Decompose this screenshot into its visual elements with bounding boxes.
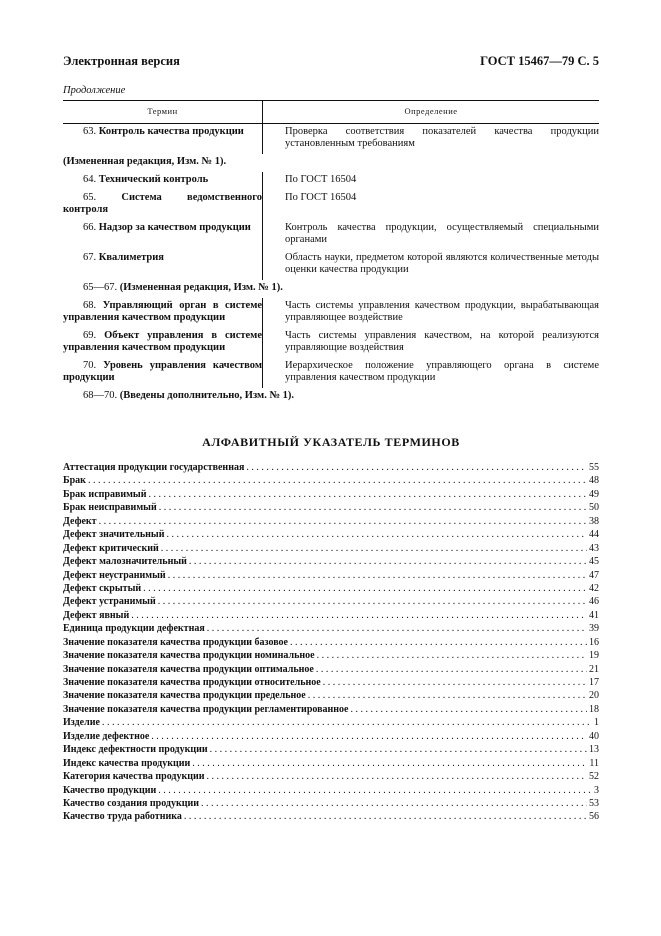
- term-name: Технический контроль: [98, 174, 209, 185]
- index-term: Брак: [63, 475, 86, 487]
- dot-leader: [102, 716, 592, 729]
- table-row: [63, 172, 599, 190]
- column-header-term: Термин: [63, 101, 263, 124]
- term-number: 70.: [83, 360, 97, 371]
- index-term: Единица продукции дефектная: [63, 623, 205, 635]
- amendment-note: [63, 154, 599, 172]
- amendment-note-row: [63, 388, 599, 406]
- term-name: Система ведомственного контроля: [63, 192, 262, 215]
- terms-table-body: [63, 124, 599, 407]
- dot-leader: [189, 555, 587, 568]
- index-term: Значение показателя качества продукции номинальное: [63, 650, 315, 662]
- index-page-number: 18: [589, 703, 599, 715]
- table-row: [63, 250, 599, 280]
- note-text: (Измененная редакция, Изм. № 1).: [63, 156, 227, 167]
- index-page-number: 13: [589, 744, 599, 756]
- index-entry: [63, 784, 599, 797]
- index-term: Дефект значительный: [63, 529, 165, 541]
- term-cell: [63, 328, 263, 358]
- index-term: Брак исправимый: [63, 488, 147, 500]
- index-term: Дефект критический: [63, 542, 159, 554]
- index-page-number: 1: [594, 717, 599, 729]
- index-entry: [63, 797, 599, 810]
- dot-leader: [351, 703, 588, 716]
- definition-cell: По ГОСТ 16504: [263, 172, 600, 190]
- index-entry: [63, 582, 599, 595]
- dot-leader: [184, 810, 587, 823]
- dot-leader: [290, 636, 587, 649]
- index-term: Качество создания продукции: [63, 797, 200, 809]
- term-number: 63.: [83, 126, 97, 137]
- index-entry: [63, 595, 599, 608]
- definition-cell: По ГОСТ 16504: [263, 190, 600, 220]
- header-right: ГОСТ 15467—79 С. 5: [480, 54, 599, 68]
- index-term: Качество продукции: [63, 784, 157, 796]
- index-page-number: 40: [589, 730, 599, 742]
- dot-leader: [161, 542, 587, 555]
- dot-leader: [158, 784, 592, 797]
- note-range: 65—67.: [83, 282, 118, 293]
- table-row: [63, 358, 599, 388]
- term-name: Управляющий орган в системе управления качеством продукции: [63, 300, 263, 323]
- index-term: Значение показателя качества продукции базовое: [63, 636, 288, 648]
- index-term: Значение показателя качества продукции относительное: [63, 677, 321, 688]
- header-left: Электронная версия: [63, 54, 180, 68]
- note-text: (Измененная редакция, Изм. № 1).: [119, 282, 283, 293]
- term-cell: [63, 190, 263, 220]
- index-entry: [63, 501, 599, 514]
- index-entry: [63, 649, 599, 662]
- term-cell: [63, 250, 263, 280]
- index-page-number: 41: [589, 609, 599, 621]
- index-entry: [63, 622, 599, 635]
- dot-leader: [317, 649, 587, 662]
- index-entry: [63, 757, 599, 770]
- index-page-number: 50: [589, 502, 599, 514]
- term-name: Уровень управления качеством продукции: [63, 360, 262, 383]
- table-row: [63, 190, 599, 220]
- dot-leader: [166, 528, 587, 541]
- index-entry: [63, 488, 599, 501]
- index-page-number: 38: [589, 515, 599, 527]
- index-entry: [63, 730, 599, 743]
- term-name: Надзор за качеством продукции: [98, 222, 251, 233]
- index-term: Качество труда работника: [63, 811, 182, 823]
- index-page-number: 44: [589, 529, 599, 541]
- definition-cell: Иерархическое положение управляющего органа в системе управления качеством продукции: [263, 358, 600, 388]
- table-row: [63, 298, 599, 328]
- index-term: Дефект неустранимый: [63, 569, 166, 581]
- definition-cell: Контроль качества продукции, осуществляемый специальными органами: [263, 220, 600, 250]
- index-title: АЛФАВИТНЫЙ УКАЗАТЕЛЬ ТЕРМИНОВ: [202, 435, 460, 449]
- index-entry: [63, 703, 599, 716]
- dot-leader: [99, 515, 587, 528]
- term-cell: [63, 220, 263, 250]
- index-entry: [63, 461, 599, 474]
- dot-leader: [151, 730, 587, 743]
- index-entry: [63, 743, 599, 756]
- dot-leader: [159, 501, 587, 514]
- terms-table: [63, 100, 599, 406]
- term-name: Контроль качества продукции: [98, 126, 244, 137]
- definition-cell: Проверка соответствия показателей качества продукции установленным требованиям: [263, 124, 600, 155]
- index-entry: [63, 810, 599, 823]
- index-page-number: 56: [589, 811, 599, 823]
- index-page-number: 47: [589, 569, 599, 581]
- index-entry: [63, 636, 599, 649]
- index-term: Дефект малозначительный: [63, 556, 187, 568]
- index-term: Индекс качества продукции: [63, 757, 191, 769]
- term-number: 69.: [83, 330, 97, 341]
- dot-leader: [308, 689, 587, 702]
- index-page-number: 45: [589, 556, 599, 568]
- note-range: 68—70.: [83, 390, 118, 401]
- term-cell: [63, 298, 263, 328]
- dot-leader: [323, 676, 587, 689]
- index-page-number: 21: [589, 663, 599, 675]
- definition-cell: Часть системы управления качеством, на которой реализуются управляющие воздействия: [263, 328, 600, 358]
- index-entry: [63, 676, 599, 689]
- term-number: 67.: [83, 252, 97, 263]
- dot-leader: [88, 474, 587, 487]
- index-term: Брак неисправимый: [63, 502, 157, 514]
- index-entry: [63, 609, 599, 622]
- term-cell: [63, 172, 263, 190]
- index-term: Дефект скрытый: [63, 582, 142, 594]
- index-entry: [63, 515, 599, 528]
- index-term: Дефект устранимый: [63, 596, 156, 608]
- term-name: Объект управления в системе управления качеством продукции: [63, 330, 262, 353]
- index-page-number: 17: [589, 677, 599, 688]
- term-cell: [63, 124, 263, 155]
- index-term: Индекс дефектности продукции: [63, 744, 208, 756]
- index-term: Изделие: [63, 717, 100, 729]
- amendment-note: [63, 280, 599, 298]
- table-row: [63, 124, 599, 155]
- term-name: Квалиметрия: [98, 252, 164, 263]
- index-term: Значение показателя качества продукции регламентированное: [63, 703, 349, 715]
- column-header-definition: Определение: [263, 101, 600, 124]
- dot-leader: [246, 461, 587, 474]
- term-number: 65.: [83, 192, 97, 203]
- table-row: [63, 220, 599, 250]
- dot-leader: [207, 622, 587, 635]
- index-page-number: 11: [589, 757, 599, 769]
- index-term: Значение показателя качества продукции предельное: [63, 690, 306, 702]
- index-page-number: 52: [589, 771, 599, 783]
- definition-cell: Часть системы управления качеством продукции, вырабатывающая управляющее воздействие: [263, 298, 600, 328]
- dot-leader: [168, 569, 587, 582]
- alphabetical-index: [63, 461, 599, 824]
- dot-leader: [207, 770, 587, 783]
- index-page-number: 53: [589, 797, 599, 809]
- table-row: [63, 328, 599, 358]
- index-entry: [63, 542, 599, 555]
- index-page-number: 43: [589, 542, 599, 554]
- dot-leader: [158, 595, 587, 608]
- term-cell: [63, 358, 263, 388]
- index-entry: [63, 474, 599, 487]
- note-text: (Введены дополнительно, Изм. № 1).: [119, 390, 294, 401]
- dot-leader: [131, 609, 587, 622]
- dot-leader: [210, 743, 587, 756]
- index-page-number: 49: [589, 488, 599, 500]
- index-page-number: 42: [589, 582, 599, 594]
- continuation-label: Продолжение: [63, 85, 126, 96]
- index-term: Дефект: [63, 515, 97, 527]
- index-page-number: 20: [589, 690, 599, 702]
- term-number: 64.: [83, 174, 97, 185]
- index-entry: [63, 716, 599, 729]
- index-entry: [63, 555, 599, 568]
- index-page-number: 19: [589, 650, 599, 662]
- amendment-note-row: [63, 280, 599, 298]
- index-term: Изделие дефектное: [63, 730, 150, 742]
- index-entry: [63, 528, 599, 541]
- definition-cell: Область науки, предметом которой являются количественные методы оценки качества продукции: [263, 250, 600, 280]
- index-page-number: 39: [589, 623, 599, 635]
- index-page-number: 46: [589, 596, 599, 608]
- amendment-note-row: [63, 154, 599, 172]
- index-page-number: 3: [594, 784, 599, 796]
- index-term: Аттестация продукции государственная: [63, 462, 245, 473]
- index-page-number: 16: [589, 636, 599, 648]
- index-entry: [63, 770, 599, 783]
- dot-leader: [201, 797, 587, 810]
- index-entry: [63, 569, 599, 582]
- amendment-note: [63, 388, 599, 406]
- index-entry: [63, 663, 599, 676]
- dot-leader: [143, 582, 587, 595]
- dot-leader: [192, 757, 587, 770]
- dot-leader: [316, 663, 587, 676]
- index-page-number: 48: [589, 475, 599, 487]
- term-number: 68.: [83, 300, 97, 311]
- index-term: Значение показателя качества продукции оптимальное: [63, 663, 314, 675]
- index-entry: [63, 689, 599, 702]
- index-term: Категория качества продукции: [63, 771, 205, 783]
- dot-leader: [149, 488, 587, 501]
- term-number: 66.: [83, 222, 97, 233]
- index-page-number: 55: [589, 462, 599, 473]
- index-term: Дефект явный: [63, 609, 130, 621]
- table-header-row: [63, 101, 599, 124]
